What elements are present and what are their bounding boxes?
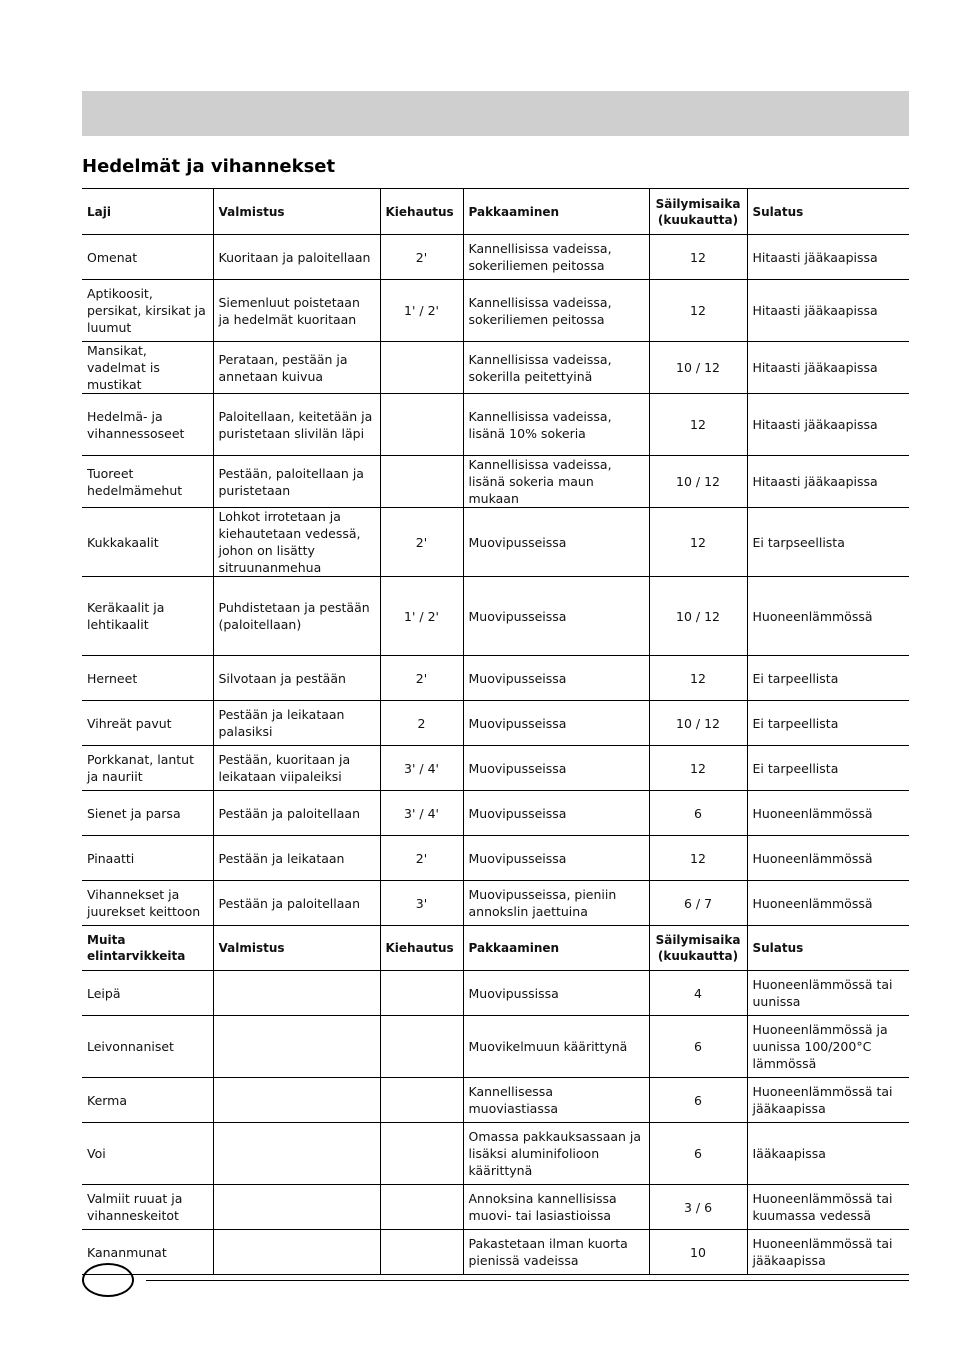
table-row xyxy=(82,508,909,577)
cell-valmistus: Pestään, paloitellaan ja puristetaan xyxy=(213,456,380,508)
cell-sailymisaika: 6 xyxy=(649,1123,747,1185)
table-row xyxy=(82,701,909,746)
cell-kiehautus: 1' / 2' xyxy=(380,280,463,342)
table-row xyxy=(82,577,909,656)
cell-sulatus: Ei tarpeellista xyxy=(747,656,909,701)
cell-sulatus: Ei tarpeellista xyxy=(747,701,909,746)
cell-valmistus xyxy=(213,1185,380,1230)
cell-valmistus: Siemenluut poistetaan ja hedelmät kuoritaan xyxy=(213,280,380,342)
table-row xyxy=(82,1185,909,1230)
cell-kiehautus xyxy=(380,342,463,394)
cell-sulatus: Huoneenlämmössä tai kuumassa vedessä xyxy=(747,1185,909,1230)
cell-sulatus: Hitaasti jääkaapissa xyxy=(747,235,909,280)
cell-sailymisaika: 12 xyxy=(649,394,747,456)
cell-sailymisaika: 12 xyxy=(649,746,747,791)
header-pakkaaminen: Pakkaaminen xyxy=(463,189,649,235)
cell-pakkaaminen: Muovipusseissa xyxy=(463,656,649,701)
cell-laji: Keräkaalit ja lehtikaalit xyxy=(82,577,213,656)
cell-sailymisaika: 6 / 7 xyxy=(649,881,747,926)
cell-valmistus: Perataan, pestään ja annetaan kuivua xyxy=(213,342,380,394)
table-row xyxy=(82,1123,909,1185)
cell-sulatus: Huoneenlämmössä xyxy=(747,577,909,656)
cell-valmistus: Lohkot irrotetaan ja kiehautetaan vedessä, johon on lisätty sitruunanmehua xyxy=(213,508,380,577)
cell-pakkaaminen: Kannellisissa vadeissa, lisänä sokeria maun mukaan xyxy=(463,456,649,508)
header-sulatus: Sulatus xyxy=(747,189,909,235)
cell-laji: Sienet ja parsa xyxy=(82,791,213,836)
cell-sailymisaika: 10 / 12 xyxy=(649,577,747,656)
cell-sailymisaika: 10 / 12 xyxy=(649,456,747,508)
footer-rule xyxy=(146,1280,909,1281)
cell-pakkaaminen: Kannellisissa vadeissa, sokerilla peitettyinä xyxy=(463,342,649,394)
cell-pakkaaminen: Muovipusseissa xyxy=(463,791,649,836)
table-row xyxy=(82,791,909,836)
cell-sulatus: Huoneenlämmössä xyxy=(747,836,909,881)
cell-valmistus: Silvotaan ja pestään xyxy=(213,656,380,701)
cell-kiehautus: 2 xyxy=(380,701,463,746)
header-sailymisaika: Säilymisaika (kuukautta) xyxy=(649,926,747,971)
cell-valmistus: Pestään ja leikataan palasiksi xyxy=(213,701,380,746)
cell-sulatus: Hitaasti jääkaapissa xyxy=(747,342,909,394)
cell-pakkaaminen: Kannellisessa muoviastiassa xyxy=(463,1078,649,1123)
cell-valmistus: Pestään ja paloitellaan xyxy=(213,791,380,836)
cell-kiehautus xyxy=(380,394,463,456)
cell-valmistus xyxy=(213,1078,380,1123)
cell-pakkaaminen: Annoksina kannellisissa muovi- tai lasiastioissa xyxy=(463,1185,649,1230)
cell-kiehautus: 2' xyxy=(380,235,463,280)
cell-laji: Omenat xyxy=(82,235,213,280)
cell-sulatus: Huoneenlämmössä tai uunissa xyxy=(747,971,909,1016)
cell-sulatus: Huoneenlämmössä tai jääkaapissa xyxy=(747,1078,909,1123)
cell-sulatus: Huoneenlämmössä ja uunissa 100/200°C lämmössä xyxy=(747,1016,909,1078)
cell-laji: Tuoreet hedelmämehut xyxy=(82,456,213,508)
header-kiehautus: Kiehautus xyxy=(380,189,463,235)
cell-laji: Porkkanat, lantut ja nauriit xyxy=(82,746,213,791)
cell-sailymisaika: 6 xyxy=(649,1078,747,1123)
cell-laji: Voi xyxy=(82,1123,213,1185)
cell-laji: Vihannekset ja juurekset keittoon xyxy=(82,881,213,926)
cell-laji: Hedelmä- ja vihannessoseet xyxy=(82,394,213,456)
cell-kiehautus: 3' xyxy=(380,881,463,926)
table-body xyxy=(82,189,909,1275)
header-pakkaaminen: Pakkaaminen xyxy=(463,926,649,971)
page-number-oval xyxy=(82,1263,134,1297)
header-valmistus: Valmistus xyxy=(213,189,380,235)
cell-valmistus xyxy=(213,971,380,1016)
cell-valmistus: Puhdistetaan ja pestään (paloitellaan) xyxy=(213,577,380,656)
cell-sailymisaika: 12 xyxy=(649,508,747,577)
cell-pakkaaminen: Muovipusseissa xyxy=(463,836,649,881)
table-header-row xyxy=(82,926,909,971)
cell-valmistus: Paloitellaan, keitetään ja puristetaan slivilän läpi xyxy=(213,394,380,456)
section-title: Hedelmät ja vihannekset xyxy=(82,156,336,177)
cell-kiehautus: 1' / 2' xyxy=(380,577,463,656)
cell-pakkaaminen: Pakastetaan ilman kuorta pienissä vadeissa xyxy=(463,1230,649,1275)
cell-valmistus: Pestään ja paloitellaan xyxy=(213,881,380,926)
cell-kiehautus xyxy=(380,456,463,508)
cell-kiehautus: 3' / 4' xyxy=(380,791,463,836)
cell-laji: Vihreät pavut xyxy=(82,701,213,746)
cell-pakkaaminen: Omassa pakkauksassaan ja lisäksi aluminifolioon käärittynä xyxy=(463,1123,649,1185)
header-laji: Laji xyxy=(82,189,213,235)
cell-laji: Mansikat, vadelmat is mustikat xyxy=(82,342,213,394)
header-kiehautus: Kiehautus xyxy=(380,926,463,971)
table-row xyxy=(82,456,909,508)
cell-pakkaaminen: Muovipusseissa xyxy=(463,508,649,577)
cell-pakkaaminen: Muovipusseissa, pieniin annokslin jaettuina xyxy=(463,881,649,926)
cell-valmistus: Pestään ja leikataan xyxy=(213,836,380,881)
cell-sulatus: Ei tarpeellista xyxy=(747,746,909,791)
cell-laji: Kerma xyxy=(82,1078,213,1123)
cell-valmistus: Kuoritaan ja paloitellaan xyxy=(213,235,380,280)
cell-sailymisaika: 12 xyxy=(649,235,747,280)
cell-kiehautus: 2' xyxy=(380,836,463,881)
cell-kiehautus xyxy=(380,1230,463,1275)
cell-sulatus: Ei tarpseellista xyxy=(747,508,909,577)
table-row xyxy=(82,1230,909,1275)
cell-kiehautus xyxy=(380,971,463,1016)
table-row xyxy=(82,971,909,1016)
table-row xyxy=(82,280,909,342)
cell-laji: Leipä xyxy=(82,971,213,1016)
cell-laji: Pinaatti xyxy=(82,836,213,881)
cell-sailymisaika: 6 xyxy=(649,1016,747,1078)
cell-kiehautus: 3' / 4' xyxy=(380,746,463,791)
cell-pakkaaminen: Muovipusseissa xyxy=(463,746,649,791)
cell-valmistus xyxy=(213,1016,380,1078)
header-sulatus: Sulatus xyxy=(747,926,909,971)
cell-valmistus xyxy=(213,1123,380,1185)
table-row xyxy=(82,881,909,926)
header-valmistus: Valmistus xyxy=(213,926,380,971)
cell-pakkaaminen: Kannellisissa vadeissa, lisänä 10% sokeria xyxy=(463,394,649,456)
cell-pakkaaminen: Kannellisissa vadeissa, sokeriliemen peitossa xyxy=(463,280,649,342)
header-sailymisaika: Säilymisaika (kuukautta) xyxy=(649,189,747,235)
table-row xyxy=(82,746,909,791)
cell-sulatus: Huoneenlämmössä xyxy=(747,881,909,926)
cell-sailymisaika: 10 xyxy=(649,1230,747,1275)
cell-sailymisaika: 12 xyxy=(649,836,747,881)
cell-sulatus: Hitaasti jääkaapissa xyxy=(747,394,909,456)
cell-sulatus: Huoneenlämmössä tai jääkaapissa xyxy=(747,1230,909,1275)
header-laji: Muita elintarvikkeita xyxy=(82,926,213,971)
cell-pakkaaminen: Muovipusseissa xyxy=(463,577,649,656)
cell-sailymisaika: 12 xyxy=(649,280,747,342)
cell-pakkaaminen: Muovipusseissa xyxy=(463,701,649,746)
cell-sulatus: Hitaasti jääkaapissa xyxy=(747,456,909,508)
table-row xyxy=(82,342,909,394)
cell-pakkaaminen: Muovikelmuun käärittynä xyxy=(463,1016,649,1078)
cell-laji: Herneet xyxy=(82,656,213,701)
cell-kiehautus xyxy=(380,1078,463,1123)
table-row xyxy=(82,394,909,456)
cell-valmistus xyxy=(213,1230,380,1275)
cell-pakkaaminen: Kannellisissa vadeissa, sokeriliemen peitossa xyxy=(463,235,649,280)
table-row xyxy=(82,1078,909,1123)
cell-kiehautus xyxy=(380,1016,463,1078)
cell-laji: Kananmunat xyxy=(82,1230,213,1275)
cell-laji: Valmiit ruuat ja vihanneskeitot xyxy=(82,1185,213,1230)
header-band xyxy=(82,91,909,136)
cell-sulatus: Hitaasti jääkaapissa xyxy=(747,280,909,342)
cell-sailymisaika: 3 / 6 xyxy=(649,1185,747,1230)
cell-kiehautus xyxy=(380,1123,463,1185)
cell-laji: Aptikoosit, persikat, kirsikat ja luumut xyxy=(82,280,213,342)
table-header-row xyxy=(82,189,909,235)
table-row xyxy=(82,836,909,881)
table-row xyxy=(82,1016,909,1078)
cell-laji: Leivonnaniset xyxy=(82,1016,213,1078)
cell-sailymisaika: 10 / 12 xyxy=(649,701,747,746)
cell-sulatus: Huoneenlämmössä xyxy=(747,791,909,836)
cell-sailymisaika: 12 xyxy=(649,656,747,701)
cell-pakkaaminen: Muovipussissa xyxy=(463,971,649,1016)
cell-laji: Kukkakaalit xyxy=(82,508,213,577)
table-row xyxy=(82,235,909,280)
cell-kiehautus: 2' xyxy=(380,508,463,577)
table-row xyxy=(82,656,909,701)
cell-kiehautus: 2' xyxy=(380,656,463,701)
cell-sailymisaika: 10 / 12 xyxy=(649,342,747,394)
cell-sailymisaika: 6 xyxy=(649,791,747,836)
cell-valmistus: Pestään, kuoritaan ja leikataan viipaleiksi xyxy=(213,746,380,791)
cell-sulatus: Iääkaapissa xyxy=(747,1123,909,1185)
cell-kiehautus xyxy=(380,1185,463,1230)
cell-sailymisaika: 4 xyxy=(649,971,747,1016)
freezing-table xyxy=(82,188,909,1275)
